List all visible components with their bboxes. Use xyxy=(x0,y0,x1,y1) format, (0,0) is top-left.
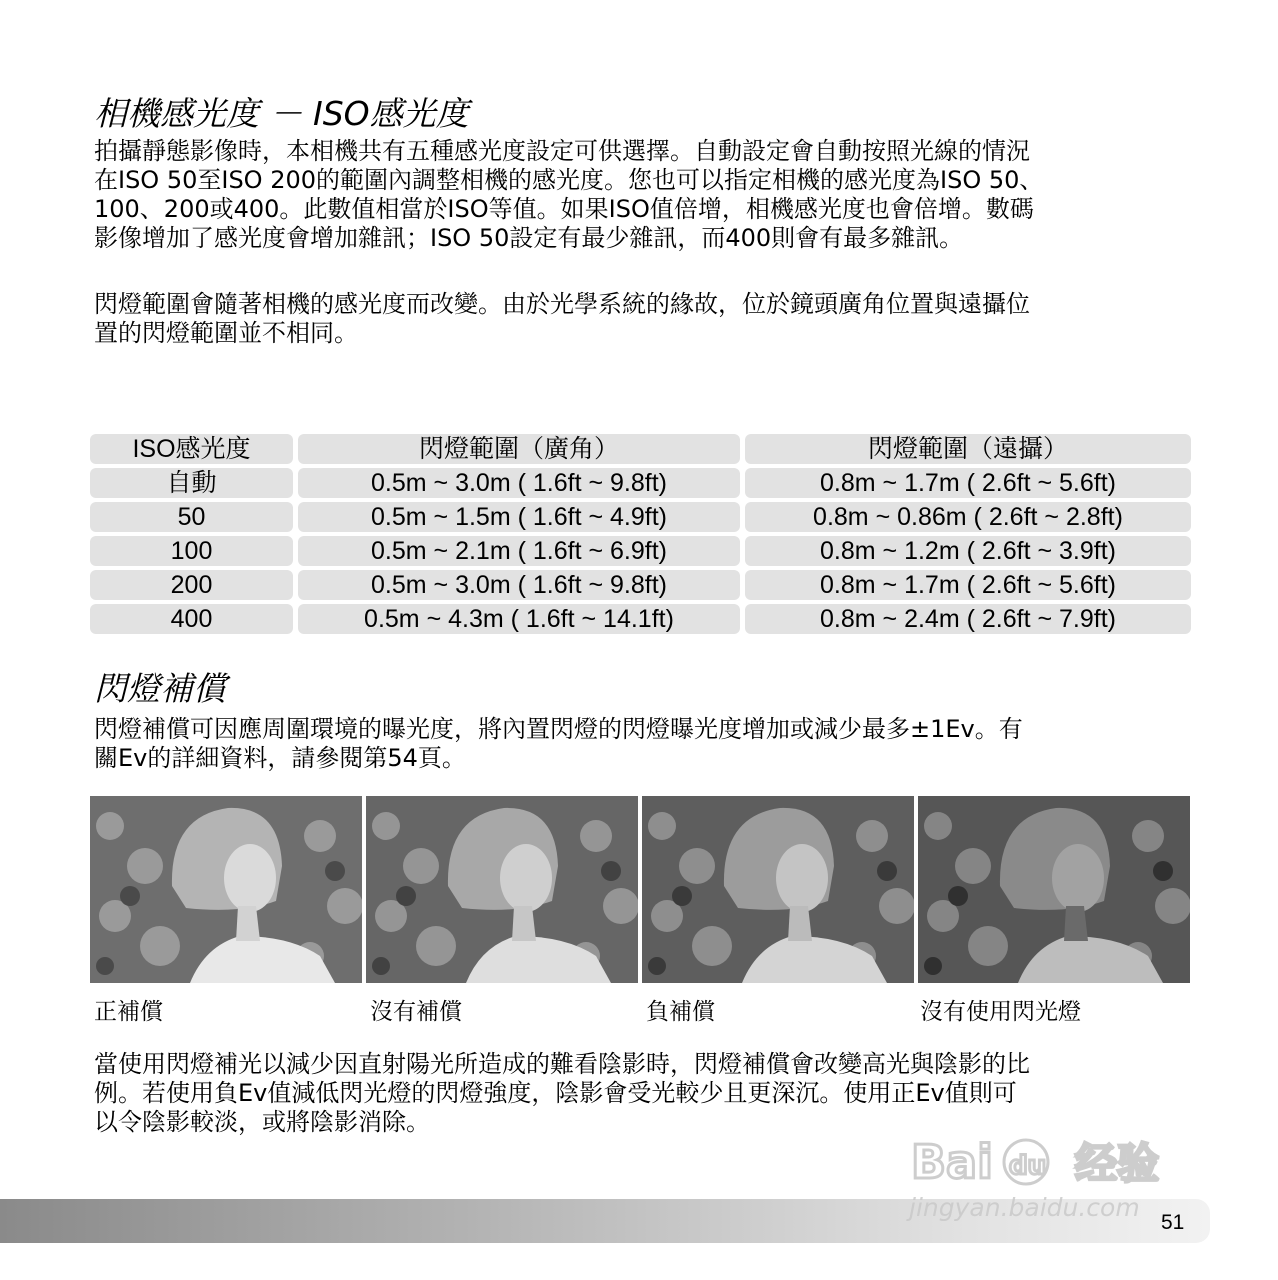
flash-range-table xyxy=(90,434,1191,638)
svg-text:Bai: Bai xyxy=(911,1135,993,1189)
header-iso: ISO感光度 xyxy=(90,434,293,464)
table-row xyxy=(90,536,1191,566)
table-header-row xyxy=(90,434,1191,464)
baidu-watermark-logo xyxy=(905,1128,1205,1228)
table-row xyxy=(90,570,1191,600)
caption-positive-compensation: 正補償 xyxy=(94,999,163,1025)
flash-comp-paragraph-2 xyxy=(94,1050,1030,1137)
text-line: 關Ev的詳細資料，請參閱第54頁。 xyxy=(94,744,466,772)
iso-paragraph-1 xyxy=(94,137,1043,253)
table-cell-tele: 0.8m ~ 1.2m ( 2.6ft ~ 3.9ft) xyxy=(745,536,1191,566)
table-cell-iso: 400 xyxy=(90,604,293,634)
table-cell-tele: 0.8m ~ 1.7m ( 2.6ft ~ 5.6ft) xyxy=(745,570,1191,600)
text-line: 以令陰影較淡，或將陰影消除。 xyxy=(94,1108,430,1136)
photo-no-flash xyxy=(918,796,1190,983)
table-cell-wide: 0.5m ~ 2.1m ( 1.6ft ~ 6.9ft) xyxy=(298,536,740,566)
table-cell-tele: 0.8m ~ 2.4m ( 2.6ft ~ 7.9ft) xyxy=(745,604,1191,634)
text-line: 當使用閃燈補光以減少因直射陽光所造成的難看陰影時，閃燈補償會改變高光與陰影的比 xyxy=(94,1050,1030,1078)
page-number: 51 xyxy=(1161,1211,1185,1234)
table-cell-tele: 0.8m ~ 1.7m ( 2.6ft ~ 5.6ft) xyxy=(745,468,1191,498)
text-line: 閃燈補償可因應周圍環境的曝光度，將內置閃燈的閃燈曝光度增加或減少最多±1Ev。有 xyxy=(94,715,1023,743)
section-title-flash-comp: 閃燈補償 xyxy=(94,669,226,708)
header-tele: 閃燈範圍（遠攝） xyxy=(745,434,1191,464)
iso-paragraph-2 xyxy=(94,290,1030,348)
photo-positive-compensation xyxy=(90,796,362,983)
text-line: 在ISO 50至ISO 200的範圍內調整相機的感光度。您也可以指定相機的感光度為ISO 50、 xyxy=(94,166,1044,194)
header-wide: 閃燈範圍（廣角） xyxy=(298,434,740,464)
text-line: 例。若使用負Ev值減低閃光燈的閃燈強度，陰影會受光較少且更深沉。使用正Ev值則可 xyxy=(94,1079,1017,1107)
table-cell-iso: 50 xyxy=(90,502,293,532)
table-cell-wide: 0.5m ~ 1.5m ( 1.6ft ~ 4.9ft) xyxy=(298,502,740,532)
table-cell-wide: 0.5m ~ 4.3m ( 1.6ft ~ 14.1ft) xyxy=(298,604,740,634)
caption-no-flash: 沒有使用閃光燈 xyxy=(920,999,1081,1025)
table-cell-iso: 自動 xyxy=(90,468,293,498)
svg-text:经验: 经验 xyxy=(1075,1139,1160,1188)
caption-negative-compensation: 負補償 xyxy=(646,999,715,1025)
table-row xyxy=(90,604,1191,634)
text-line: 100、200或400。此數值相當於ISO等值。如果ISO值倍增，相機感光度也會倍增。數碼 xyxy=(94,195,1034,223)
flash-comp-paragraph-1 xyxy=(94,715,1023,773)
section-title-iso: 相機感光度 － ISO感光度 xyxy=(94,94,469,133)
table-cell-tele: 0.8m ~ 0.86m ( 2.6ft ~ 2.8ft) xyxy=(745,502,1191,532)
svg-text:du: du xyxy=(1009,1151,1047,1181)
table-cell-iso: 100 xyxy=(90,536,293,566)
table-cell-wide: 0.5m ~ 3.0m ( 1.6ft ~ 9.8ft) xyxy=(298,570,740,600)
text-line: 閃燈範圍會隨著相機的感光度而改變。由於光學系統的緣故，位於鏡頭廣角位置與遠攝位 xyxy=(94,290,1030,318)
table-row xyxy=(90,502,1191,532)
table-cell-wide: 0.5m ~ 3.0m ( 1.6ft ~ 9.8ft) xyxy=(298,468,740,498)
text-line: 置的閃燈範圍並不相同。 xyxy=(94,319,358,347)
table-row xyxy=(90,468,1191,498)
text-line: 拍攝靜態影像時，本相機共有五種感光度設定可供選擇。自動設定會自動按照光線的情況 xyxy=(94,137,1030,165)
svg-text:jingyan.baidu.com: jingyan.baidu.com xyxy=(909,1193,1140,1222)
text-line: 影像增加了感光度會增加雜訊；ISO 50設定有最少雜訊，而400則會有最多雜訊。 xyxy=(94,224,964,252)
photo-no-compensation xyxy=(366,796,638,983)
table-cell-iso: 200 xyxy=(90,570,293,600)
caption-no-compensation: 沒有補償 xyxy=(370,999,462,1025)
photo-negative-compensation xyxy=(642,796,914,983)
